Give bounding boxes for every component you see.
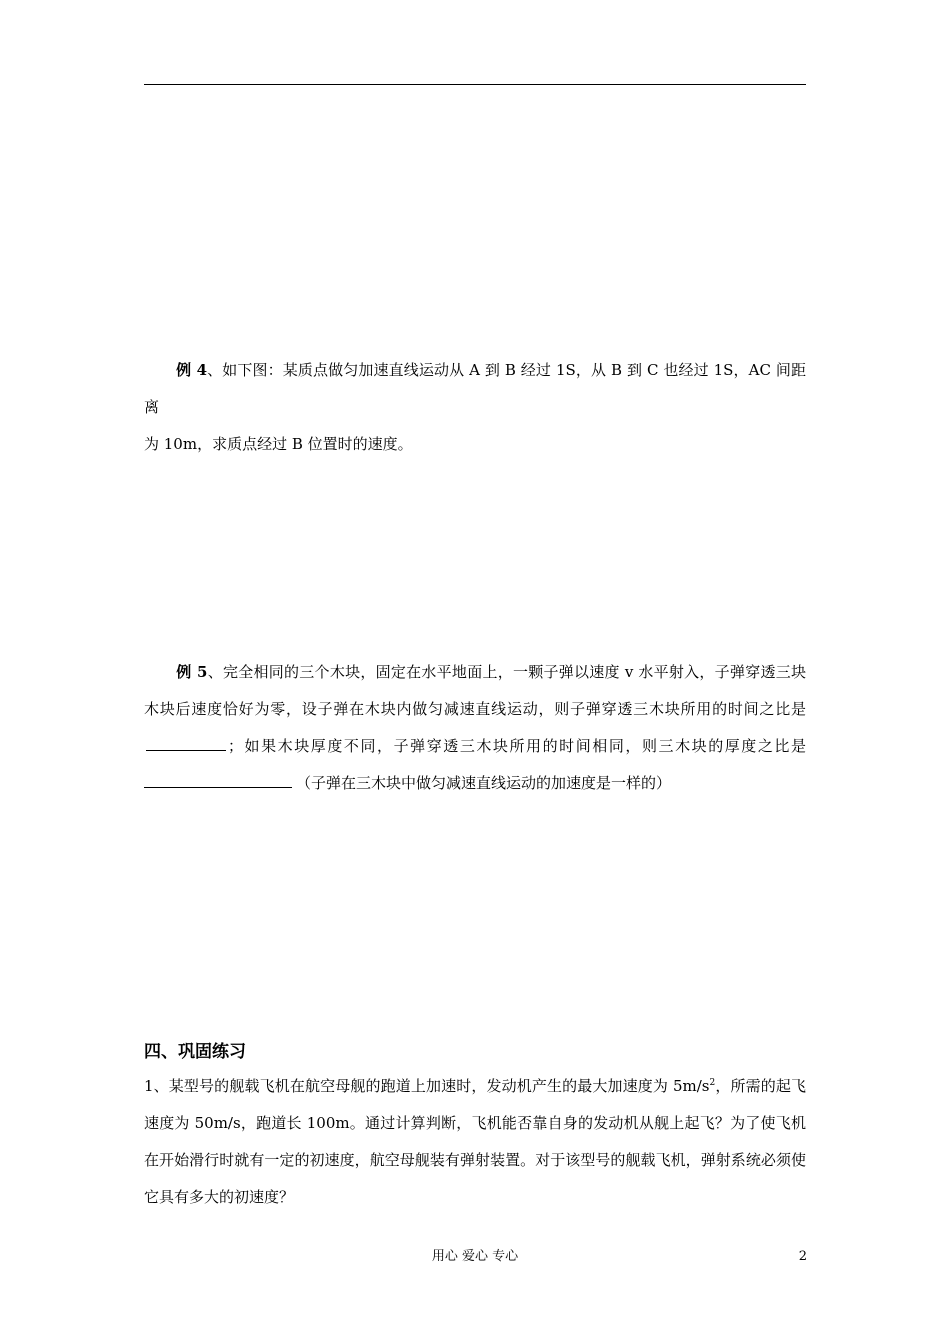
example-4-text-line1: 、如下图：某质点做匀加速直线运动从 A 到 B 经过 1S，从 B 到 C 也经过 1S，AC 间距离 (144, 361, 806, 416)
footer-motto: 用心 爱心 专心 (431, 1249, 519, 1264)
exercise-1-paragraph (144, 1068, 806, 1216)
example-4-text-line2: 为 10m，求质点经过 B 位置时的速度。 (144, 435, 413, 453)
example-5-label: 例 5 (176, 663, 208, 681)
exercise-1-text-part1: 1、某型号的舰载飞机在航空母舰的跑道上加速时，发动机产生的最大加速度为 5m/s (144, 1077, 710, 1095)
exercise-1-text-part2: ，所需的起飞速度为 50m/s，跑道长 100m。通过计算判断，飞机能否靠自身的发动机从舰上起飞？为了使飞机在开始滑行时就有一定的初速度，航空母舰装有弹射装置。对于该型号的舰载飞机，弹射系统必须使它具有多大的初速度？ (144, 1077, 806, 1206)
answer-blank-thickness-ratio[interactable] (144, 773, 292, 788)
example-5-text-part3: （子弹在三木块中做匀减速直线运动的加速度是一样的） (296, 774, 672, 792)
section-heading-consolidation: 四、巩固练习 (144, 1042, 246, 1062)
header-rule (144, 84, 806, 85)
example-5-paragraph (144, 654, 806, 802)
example-5-text-part2: ；如果木块厚度不同，子弹穿透三木块所用的时间相同，则三木块的厚度之比是 (228, 737, 806, 755)
example-4-paragraph (144, 352, 806, 463)
example-4-label: 例 4 (176, 361, 208, 379)
exercise-1-superscript: 2 (709, 1078, 716, 1088)
page-number: 2 (798, 1249, 807, 1264)
example-5-text-part1: 、完全相同的三个木块，固定在水平地面上，一颗子弹以速度 v 水平射入，子弹穿透三块木块后速度恰好为零，设子弹在木块内做匀减速直线运动，则子弹穿透三木块所用的时间之比是 (144, 663, 806, 718)
answer-blank-time-ratio[interactable] (146, 736, 226, 751)
